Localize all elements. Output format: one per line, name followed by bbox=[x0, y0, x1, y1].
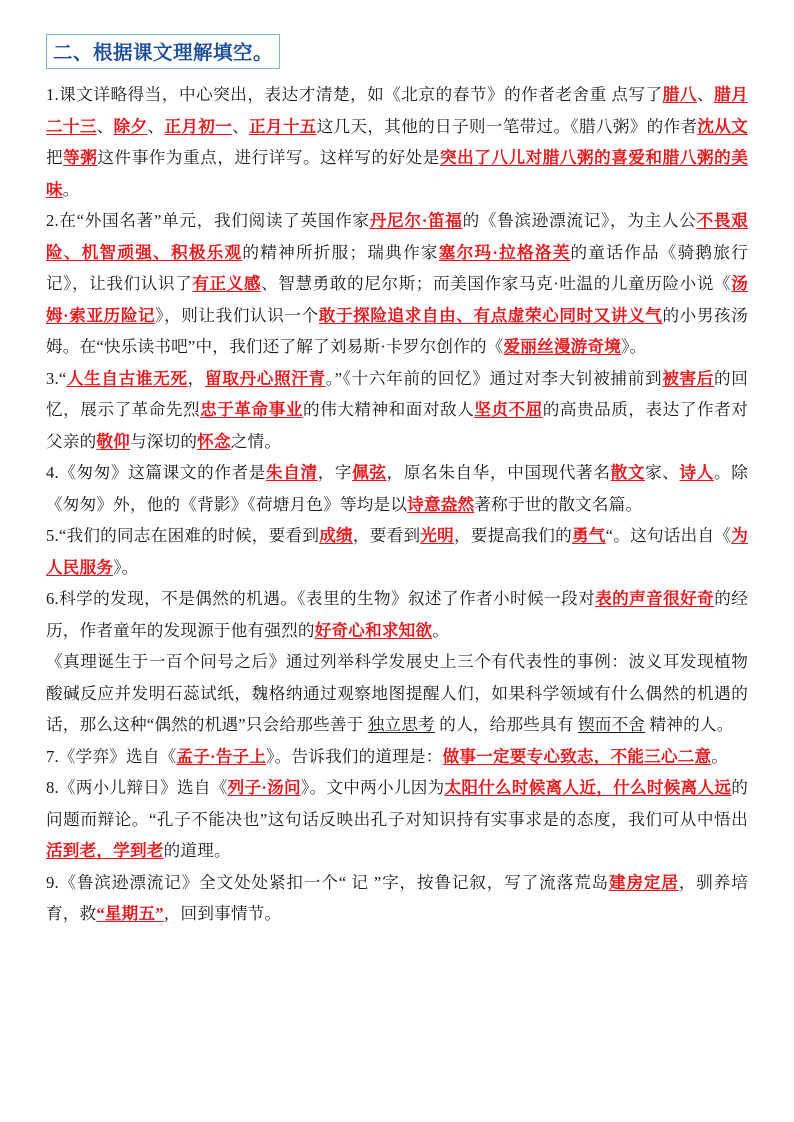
text-run: ，驯养培育，救 bbox=[46, 872, 748, 923]
text-run: 《匆匆》这篇课文的作者是 bbox=[58, 463, 267, 482]
answer-text: 人生自古谁无死 bbox=[66, 368, 188, 388]
text-run: 。 bbox=[62, 179, 80, 199]
answer-text: 腊月二十三 bbox=[46, 85, 749, 136]
text-run: 》。 bbox=[621, 337, 647, 356]
text-run: ， bbox=[187, 368, 205, 388]
answer-text: 等粥 bbox=[63, 148, 98, 167]
item-number: 8. bbox=[46, 778, 59, 797]
fill-in-item bbox=[46, 583, 748, 646]
answer-text: 沈从文 bbox=[697, 116, 748, 136]
answer-text: 好奇心和求知欲 bbox=[314, 620, 433, 640]
item-number: 7. bbox=[46, 746, 59, 766]
text-run: 科学的发现，不是偶然的机遇。《表里的生物》叙述了作者小时候一段对 bbox=[58, 589, 596, 608]
text-run: 的道理。 bbox=[163, 841, 231, 860]
answer-text: 除夕 bbox=[113, 116, 148, 136]
answer-text: “星期五” bbox=[96, 904, 164, 923]
answer-text: 敢于探险追求自由、有点虚荣心同时又讲义气 bbox=[318, 305, 663, 325]
text-run: 课文详略得当，中心突出，表达才清楚，如《北京的春节》的作者老舍 bbox=[58, 85, 590, 104]
answer-text: 锲而不舍 bbox=[578, 715, 646, 734]
answer-text: 腊八 bbox=[662, 85, 697, 104]
answer-text: 汤姆·索亚历险记 bbox=[46, 274, 748, 325]
text-run: 在“外国名著”单元，我们阅读了英国作家 bbox=[58, 211, 370, 230]
answer-text: 坚贞不屈 bbox=[474, 400, 543, 419]
text-run: 、 bbox=[147, 116, 165, 136]
text-run: 、 bbox=[696, 85, 715, 104]
fill-in-item bbox=[46, 79, 748, 205]
fill-in-item bbox=[46, 867, 748, 930]
text-run: 《真理诞生于一百个问号之后》通过列举科学发展史上三个有代表性的事例：波义耳发现植物酸碱反应并发明石蕊试纸，魏格纳通过观察地图提醒人们，如果科学领域有什么偶然的机遇的话，那么这种“偶然的机遇”只会给那些善于 bbox=[46, 652, 748, 734]
fill-in-item bbox=[46, 457, 748, 520]
text-run: 记 bbox=[351, 872, 369, 892]
text-run: 的童话作品《骑鹅旅行记》，让我们认识了 bbox=[46, 242, 749, 293]
answer-text: 正月初一 bbox=[164, 116, 233, 136]
text-run: 的伟大精神和面对敌人 bbox=[302, 400, 475, 419]
answer-text: 朱自清 bbox=[266, 463, 318, 482]
answer-text: 做事一定要专心致志，不能三心二意 bbox=[442, 746, 712, 766]
answer-text: 散文 bbox=[610, 463, 646, 482]
answer-text: 孟子·告子上 bbox=[176, 746, 267, 766]
text-run: 的高贵品质，表达了作者对父亲的 bbox=[46, 400, 748, 451]
item-number: 6. bbox=[46, 589, 59, 608]
answer-text: 建房定居 bbox=[609, 872, 679, 892]
text-run: 的小男孩汤姆。在“快乐读书吧”中，我们还了解了刘易斯·卡罗尔创作的《 bbox=[46, 305, 748, 356]
text-run: 这件事作为重点，进行详写。这样写的好处是 bbox=[97, 148, 440, 167]
text-run: ，回到事情节。 bbox=[163, 904, 282, 923]
answer-text: 塞尔玛·拉格洛芙 bbox=[438, 242, 571, 262]
item-number: 3. bbox=[46, 368, 59, 388]
answer-text: 正月十五 bbox=[249, 116, 317, 136]
text-run: 、智慧勇敢的尼尔斯；而美国作家马克·吐温的儿童历险小说《 bbox=[261, 274, 732, 293]
text-run: 的问题而辩论。“孔子不能决也”这句话反映出孔子对知识持有实事求是的态度，我们可从中悟出 bbox=[46, 778, 749, 829]
answer-text: 成绩 bbox=[319, 526, 353, 545]
text-run: “。这句话出自《 bbox=[605, 526, 732, 545]
text-run: 《鲁滨逊漂流记》全文处处紧扣一个“ bbox=[58, 872, 352, 892]
text-run: 》。文中两小儿因为 bbox=[300, 778, 445, 797]
text-run: ，字 bbox=[317, 463, 353, 482]
text-run: ，原名朱自华，中国现代著名 bbox=[386, 463, 611, 482]
item-number: 5. bbox=[46, 526, 59, 545]
fill-in-item bbox=[46, 363, 748, 458]
item-number: 9. bbox=[46, 872, 59, 892]
text-run: 这几天，其他的日子则一笔带过。《腊八粥》的作者 bbox=[316, 116, 698, 136]
answer-text: 列子·汤问 bbox=[227, 778, 301, 797]
document-body bbox=[46, 79, 748, 930]
answer-text: 勇气 bbox=[571, 526, 606, 545]
fill-in-item bbox=[46, 646, 748, 741]
answer-text: 光明 bbox=[420, 526, 454, 545]
text-run: 家、 bbox=[645, 463, 680, 482]
fill-in-item bbox=[46, 772, 748, 867]
answer-text: 太阳什么时候离人近，什么时候离人远 bbox=[444, 778, 732, 797]
item-number: 4. bbox=[46, 463, 59, 482]
item-number: 2. bbox=[46, 211, 59, 230]
answer-text: 留取丹心照汗青 bbox=[204, 368, 326, 388]
answer-text: 诗意盎然 bbox=[407, 494, 475, 514]
text-run: 。除《匆匆》外，他的《背影》《荷塘月色》等均是以 bbox=[46, 463, 749, 514]
answer-text: 爱丽丝漫游奇境 bbox=[503, 337, 622, 356]
answer-text: 怀念 bbox=[197, 431, 231, 451]
text-run: 重 点写了 bbox=[589, 85, 663, 104]
answer-text: 被害后 bbox=[662, 368, 714, 388]
answer-text: 活到老，学到老 bbox=[46, 841, 164, 860]
text-run: 、 bbox=[96, 116, 114, 136]
text-run: 之情。 bbox=[230, 431, 282, 451]
text-run: ，要提高我们的 bbox=[454, 526, 572, 545]
answer-text: 突出了八儿对腊八粥的喜爱和腊八粥的美味 bbox=[46, 148, 748, 199]
text-run: 》。 bbox=[113, 557, 139, 577]
text-run: 精神的人。 bbox=[645, 715, 734, 734]
answer-text: 有正义感 bbox=[192, 274, 262, 293]
text-run: 。 bbox=[711, 746, 729, 766]
item-number: 1. bbox=[46, 85, 59, 104]
text-run: 。 bbox=[432, 620, 450, 640]
text-run: ，要看到 bbox=[352, 526, 421, 545]
text-run: 。”《十六年前的回忆》通过对李大钊被捕前到 bbox=[325, 368, 663, 388]
text-run: 著称于世的散文名篇。 bbox=[474, 494, 643, 514]
text-run: 与深切的 bbox=[129, 431, 198, 451]
answer-text: 诗人 bbox=[679, 463, 714, 482]
text-run: ”字，按鲁记叙，写了流落荒岛 bbox=[368, 872, 609, 892]
section-heading: 二、根据课文理解填空。 bbox=[46, 34, 280, 69]
answer-text: 丹尼尔·笛福 bbox=[369, 211, 463, 230]
answer-text: 敬仰 bbox=[96, 431, 130, 451]
answer-text: 佩弦 bbox=[352, 463, 387, 482]
text-run: 《两小儿辩日》选自《 bbox=[58, 778, 228, 797]
answer-text: 表的声音很好奇 bbox=[595, 589, 715, 608]
text-run: “ bbox=[58, 368, 67, 388]
fill-in-item bbox=[46, 520, 748, 583]
text-run: 的人，给那些具有 bbox=[434, 715, 578, 734]
text-run: 》。告诉我们的道理是： bbox=[266, 746, 443, 766]
answer-text: 独立思考 bbox=[367, 715, 435, 734]
text-run: 、 bbox=[232, 116, 249, 136]
text-run: 《学弈》选自《 bbox=[58, 746, 177, 766]
fill-in-item bbox=[46, 205, 748, 363]
answer-text: 不畏艰险、机智顽强、积极乐观 bbox=[46, 211, 749, 262]
text-run: 的经历，作者童年的发现源于他有强烈的 bbox=[46, 589, 748, 640]
text-run: 》，则让我们认识一个 bbox=[155, 305, 319, 325]
fill-in-item bbox=[46, 741, 748, 773]
answer-text: 忠于革命事业 bbox=[200, 400, 303, 419]
text-run: 的精神所折服；瑞典作家 bbox=[242, 242, 439, 262]
text-run: 把 bbox=[46, 148, 64, 167]
answer-text: 为人民服务 bbox=[46, 526, 748, 577]
text-run: 的《鲁滨逊漂流记》，为主人公 bbox=[462, 211, 697, 230]
text-run: 的回忆，展示了革命先烈 bbox=[46, 368, 749, 419]
text-run: “我们的同志在困难的时候，要看到 bbox=[58, 526, 320, 545]
